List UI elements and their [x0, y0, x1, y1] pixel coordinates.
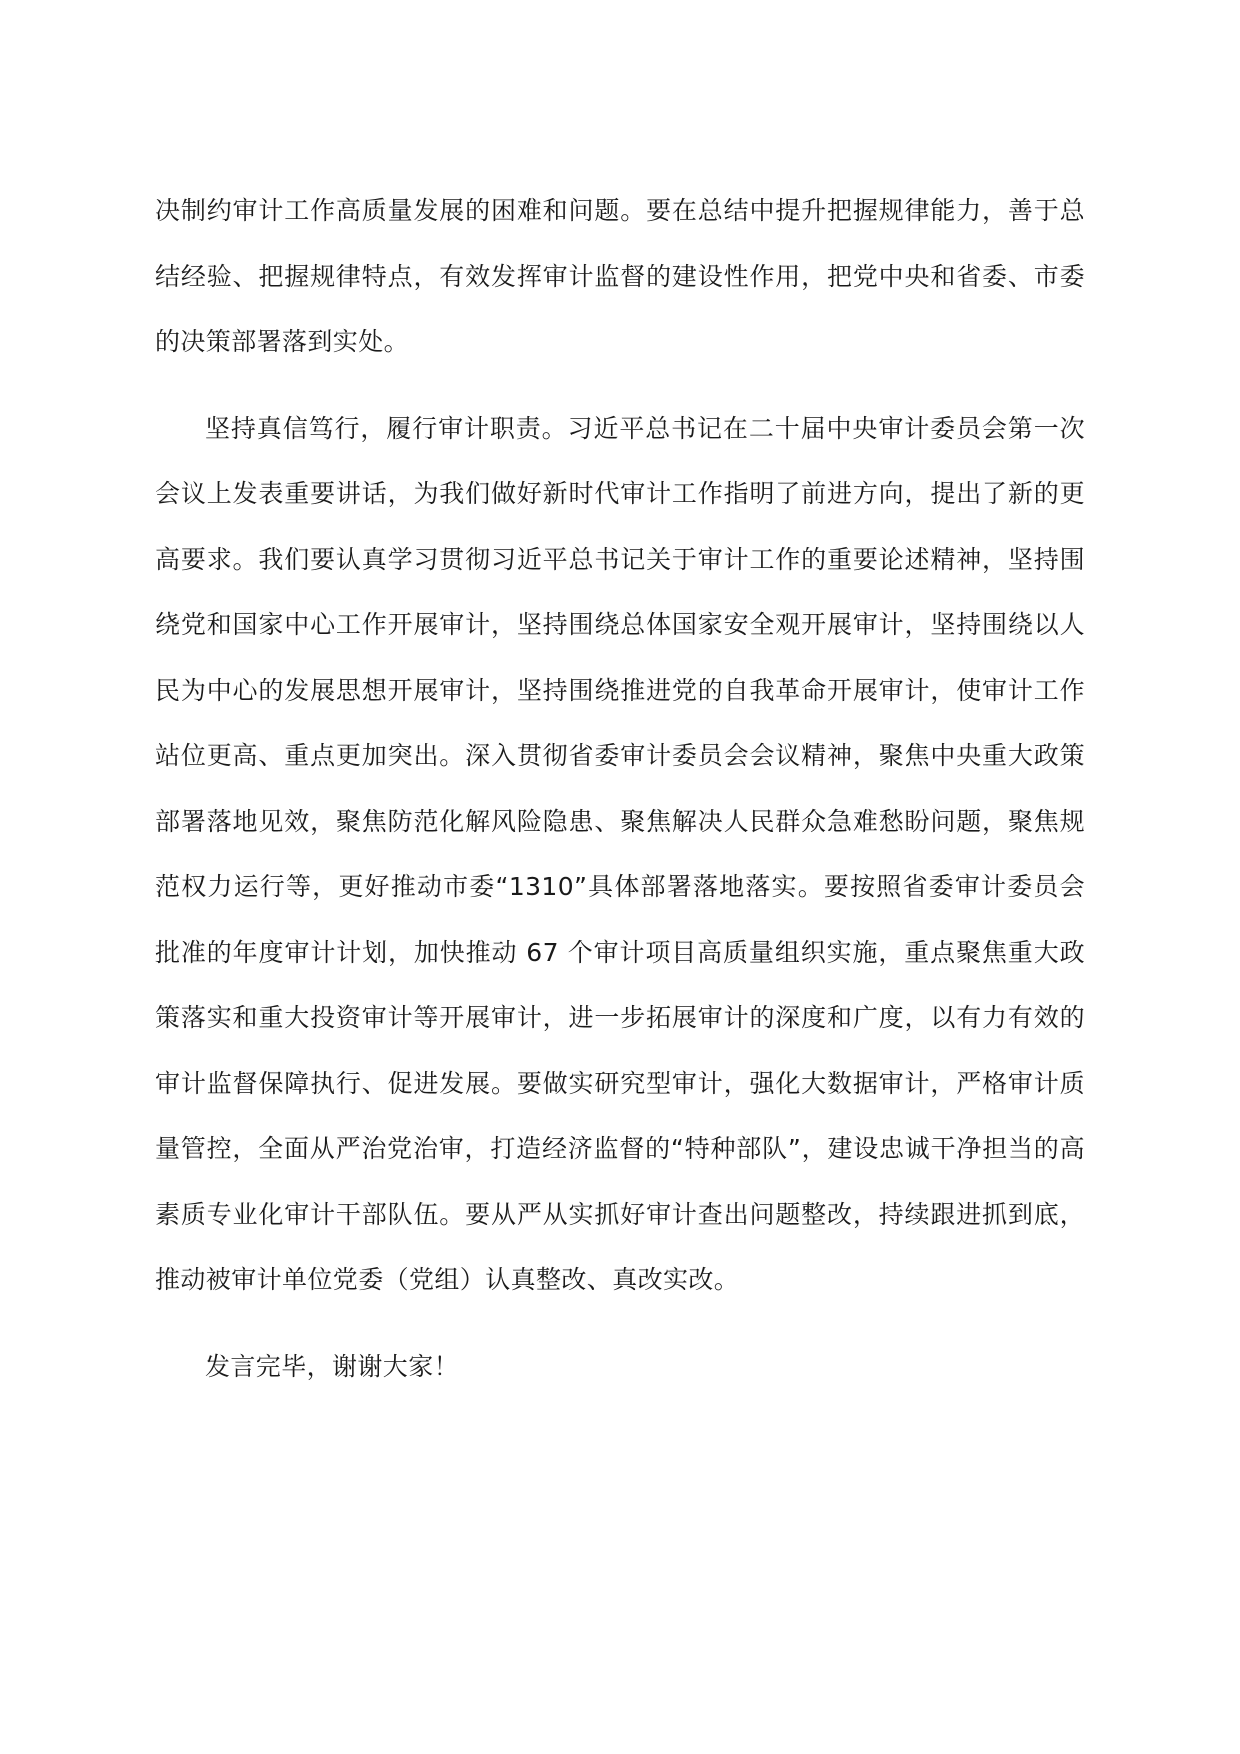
paragraph-closing-remarks: 发言完毕，谢谢大家！ [205, 1351, 460, 1381]
paragraph-audit-duties: 坚持真信笃行，履行审计职责。习近平总书记在二十届中央审计委员会第一次会议上发表重要讲话，为我们做好新时代审计工作指明了前进方向，提出了新的更高要求。我们要认真学习贯彻习近平总书记关于审计工作的重要论述精神，坚持围绕党和国家中心工作开展审计，坚持围绕总体国家安全观开展审计，坚持围绕以人民为中心的发展思想开展审计，坚持围绕推进党的自我革命开展审计，使审计工作站位更高、重点更加突出。深入贯彻省委审计委员会会议精神，聚焦中央重大政策部署落地见效，聚焦防范化解风险隐患、聚焦解决人民群众急难愁盼问题，聚焦规范权力运行等，更好推动市委“1310”具体部署落地落实。要按照省委审计委员会批准的年度审计计划，加快推动 67 个审计项目高质量组织实施，重点聚焦重大政策落实和重大投资审计等开展审计，进一步拓展审计的深度和广度，以有力有效的审计监督保障执行、促进发展。要做实研究型审计，强化大数据审计，严格审计质量管控，全面从严治党治审，打造经济监督的“特种部队”，建设忠诚干净担当的高素质专业化审计干部队伍。要从严从实抓好审计查出问题整改，持续跟进抓到底，推动被审计单位党委（党组）认真整改、真改实改。 [155, 413, 1085, 1294]
paragraph-continuation: 决制约审计工作高质量发展的困难和问题。要在总结中提升把握规律能力，善于总结经验、把握规律特点，有效发挥审计监督的建设性作用，把党中央和省委、市委的决策部署落到实处。 [155, 196, 1085, 356]
document-body [155, 178, 1085, 1420]
